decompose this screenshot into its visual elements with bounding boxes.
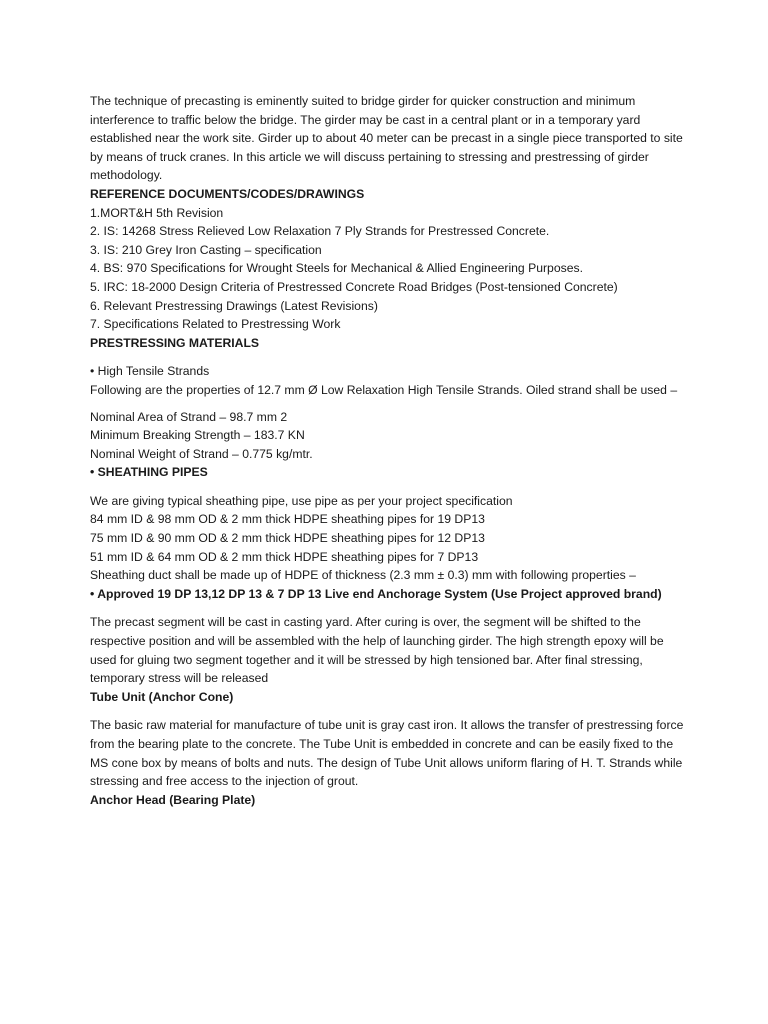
reference-item: 3. IS: 210 Grey Iron Casting – specification — [90, 242, 322, 257]
document-page — [90, 92, 690, 809]
materials-heading: PRESTRESSING MATERIALS — [90, 335, 260, 350]
strand-property: Nominal Weight of Strand – 0.775 kg/mtr. — [90, 446, 313, 461]
reference-heading: REFERENCE DOCUMENTS/CODES/DRAWINGS — [90, 186, 365, 201]
strands-text: Following are the properties of 12.7 mm Ø Low Relaxation High Tensile Strands. Oiled strand shall be used – — [90, 382, 678, 397]
reference-item: 5. IRC: 18-2000 Design Criteria of Prestressed Concrete Road Bridges (Post-tensioned Concrete) — [90, 279, 618, 294]
anchorage-heading: • Approved 19 DP 13,12 DP 13 & 7 DP 13 Live end Anchorage System (Use Project approved brand) — [90, 586, 662, 601]
strand-properties — [90, 408, 690, 464]
intro-paragraph: The technique of precasting is eminently suited to bridge girder for quicker construction and minimum interference to traffic below the bridge. The girder may be cast in a central plant or in a temporary yard established near the work site. Girder up to about 40 meter can be precast in a single piece transported to site by means of truck cranes. In this article we will discuss pertaining to stressing and prestressing of girder methodology. — [90, 94, 683, 183]
reference-item: 2. IS: 14268 Stress Relieved Low Relaxation 7 Ply Strands for Prestressed Concrete. — [90, 224, 550, 239]
strands-title: • High Tensile Strands — [90, 364, 210, 379]
strand-property: Minimum Breaking Strength – 183.7 KN — [90, 428, 305, 443]
sheathing-line: Sheathing duct shall be made up of HDPE of thickness (2.3 mm ± 0.3) mm with following properties – — [90, 568, 636, 583]
tube-unit-heading: Tube Unit (Anchor Cone) — [90, 689, 234, 704]
reference-item: 4. BS: 970 Specifications for Wrought Steels for Mechanical & Allied Engineering Purposes. — [90, 261, 583, 276]
sheathing-lines — [90, 492, 690, 585]
reference-item: 7. Specifications Related to Prestressing Work — [90, 317, 341, 332]
strand-property: Nominal Area of Strand – 98.7 mm 2 — [90, 409, 288, 424]
anchorage-text: The precast segment will be cast in casting yard. After curing is over, the segment will be shifted to the respective position and will be assembled with the help of launching girder. The high strength epoxy will be used for gluing two segment together and it will be stressed by high tensioned bar. After final stressing, temporary stress will be released — [90, 615, 664, 686]
sheathing-heading: • SHEATHING PIPES — [90, 465, 208, 480]
sheathing-line: 75 mm ID & 90 mm OD & 2 mm thick HDPE sheathing pipes for 12 DP13 — [90, 531, 485, 546]
reference-item: 1.MORT&H 5th Revision — [90, 205, 224, 220]
reference-item: 6. Relevant Prestressing Drawings (Latest Revisions) — [90, 298, 378, 313]
sheathing-line: We are giving typical sheathing pipe, use pipe as per your project specification — [90, 493, 513, 508]
sheathing-line: 84 mm ID & 98 mm OD & 2 mm thick HDPE sheathing pipes for 19 DP13 — [90, 512, 485, 527]
reference-list — [90, 204, 690, 334]
anchor-head-heading: Anchor Head (Bearing Plate) — [90, 792, 256, 807]
tube-unit-text: The basic raw material for manufacture of tube unit is gray cast iron. It allows the transfer of prestressing force from the bearing plate to the concrete. The Tube Unit is embedded in concrete and can be easily fixed to the MS cone box by means of bolts and nuts. The design of Tube Unit allows uniform flaring of H. T. Strands while stressing and free access to the injection of grout. — [90, 718, 684, 789]
sheathing-line: 51 mm ID & 64 mm OD & 2 mm thick HDPE sheathing pipes for 7 DP13 — [90, 549, 479, 564]
